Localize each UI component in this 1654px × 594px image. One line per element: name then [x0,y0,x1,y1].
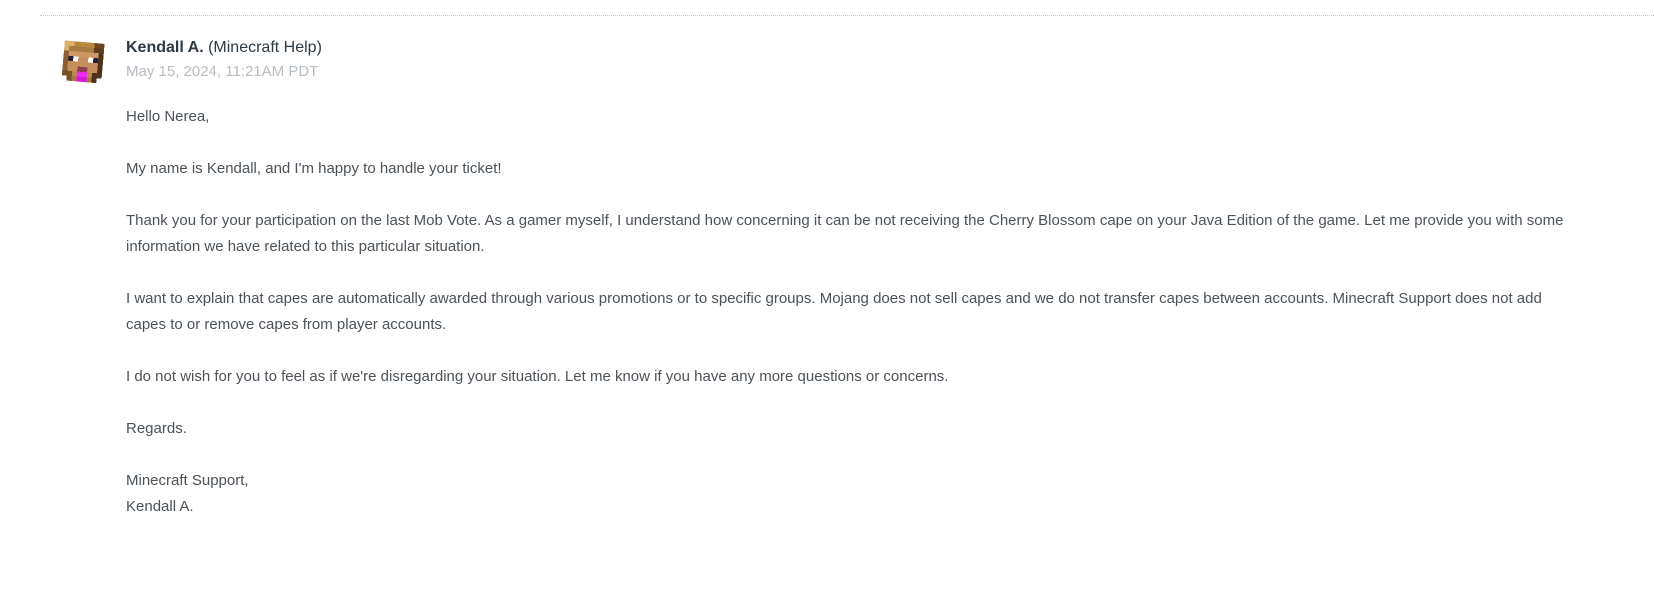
author-line [126,38,1568,58]
explanation-paragraph: Thank you for your participation on the last Mob Vote. As a gamer myself, I understand how concerning it can be not receiving the Cherry Blossom cape on your Java Edition of the game. Let me provide you with some information we have related to this particular situation. [126,212,1564,255]
avatar-column [63,38,103,82]
signature-line-team: Minecraft Support, [126,472,249,489]
signature-line-agent: Kendall A. [126,498,194,515]
author-role: (Minecraft Help) [208,39,322,56]
author-name: Kendall A. [126,39,204,56]
intro-paragraph: My name is Kendall, and I'm happy to handle your ticket! [126,160,502,177]
message-timestamp: May 15, 2024, 11:21AM PDT [126,63,319,80]
avatar [63,42,103,82]
greeting-paragraph: Hello Nerea, [126,108,210,125]
message-content [126,38,1568,520]
policy-paragraph: I want to explain that capes are automatically awarded through various promotions or to specific groups. Mojang does not sell capes and we do not transfer capes between accounts. Minecraft Support does not add capes to or remove capes from player accounts. [126,290,1542,333]
closing-paragraph: I do not wish for you to feel as if we're disregarding your situation. Let me know if you have any more questions or concerns. [126,368,949,385]
signature [126,468,1568,520]
regards-paragraph: Regards. [126,420,187,437]
message-header [126,38,1568,80]
message-body [126,104,1568,520]
minecraft-head-icon [61,40,104,83]
agent-message [0,16,1654,520]
